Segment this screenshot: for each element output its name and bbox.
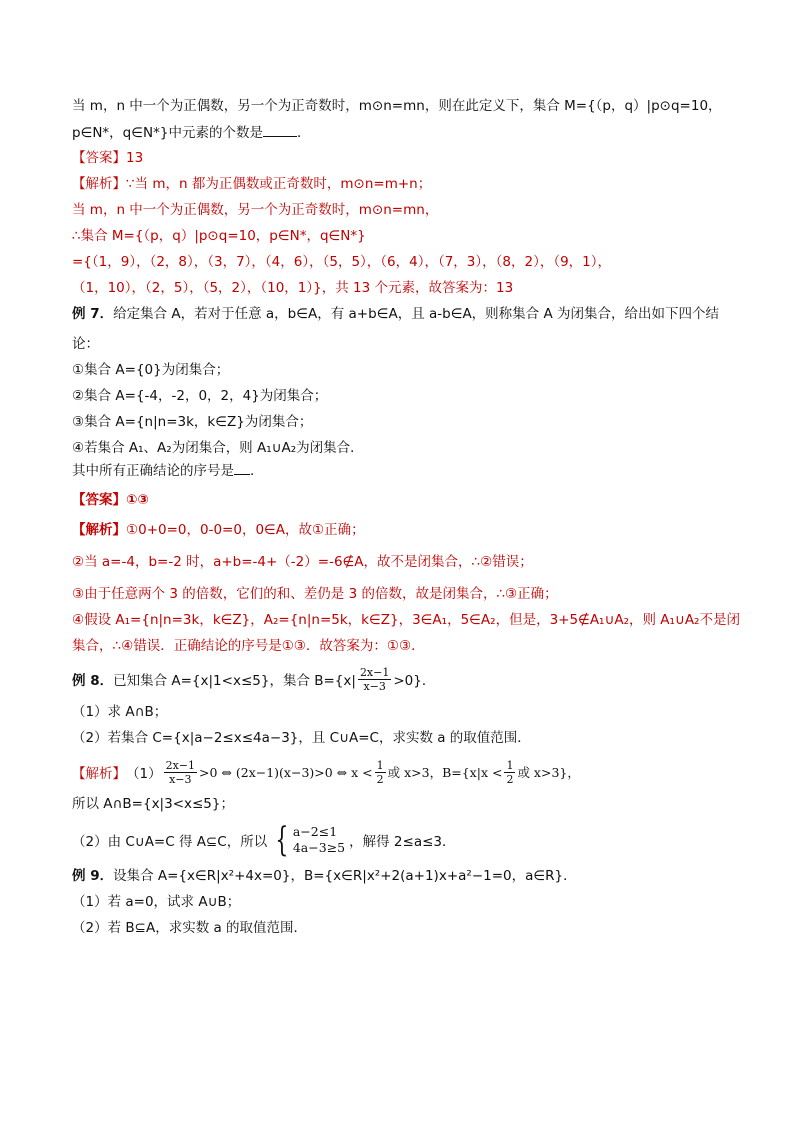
q9-text-line1: 例 9．设集合 A={x∈R|x²+4x=0}，B={x∈R|x²+2(a+1)x+a²−1=0，a∈R}． (72, 868, 577, 884)
explanation-tag: 【解析】 (72, 522, 126, 538)
q8-explanation-line3: （2）由 C∪A=C 得 A⊆C，所以 { a−2≤1 4a−3≥5 ，解得 2≤a≤3． (72, 820, 456, 860)
q7-conclusion-2: ②集合 A={-4，-2，0，2，4}为闭集合； (72, 388, 328, 404)
q6-explanation-line2: 当 m，n 中一个为正偶数，另一个为正奇数时，m⊙n=mn， (72, 202, 439, 218)
explanation-tag: 【解析】 (72, 176, 126, 192)
example-tag: 例 7． (72, 306, 114, 322)
answer-blank (263, 122, 297, 137)
q7-conclusion-3: ③集合 A={n|n=3k，k∈Z}为闭集合； (72, 414, 313, 430)
q6-answer (72, 148, 732, 168)
q7-conclusion-1: ①集合 A={0}为闭集合； (72, 362, 230, 378)
q7-explanation-line2: ②当 a=-4，b=-2 时，a+b=-4+（-2）=-6∉A，故不是闭集合，∴②错误； (72, 554, 533, 570)
q9-part1: （1）若 a=0，试求 A∪B； (72, 894, 241, 910)
example-tag: 例 8． (72, 673, 114, 689)
q7-explanation-line4: ④假设 A₁={n|n=3k，k∈Z}，A₂={n|n=5k，k∈Z}，3∈A₁，5∈A₂，但是，3+5∉A₁∪A₂，则 A₁∪A₂不是闭 (72, 612, 740, 628)
example-tag: 例 9． (72, 868, 114, 884)
fraction-half: $\frac{1}{2}$ (376, 758, 384, 786)
q6-explanation-line4: ={（1，9），（2，8），（3，7），（4，6），（5，5），（6，4），（7，3），（8，2），（9，1）， (72, 254, 612, 270)
fraction: $\frac{2x-1}{x-3}$ (359, 665, 390, 693)
q6-explanation-line1: 【解析】∵当 m，n 都为正偶数或正奇数时，m⊙n=m+n； (72, 176, 432, 192)
answer-tag: 【答案】 (72, 492, 126, 508)
q8-part2: （2）若集合 C={x|a−2≤x≤4a−3}，且 C∪A=C，求实数 a 的取值范围． (72, 730, 531, 746)
q9-part2: （2）若 B⊆A，求实数 a 的取值范围． (72, 920, 308, 936)
inequality-system: { a−2≤1 4a−3≥5 (275, 820, 346, 860)
q7-explanation-line3: ③由于任意两个 3 的倍数，它们的和、差仍是 3 的倍数，故是闭集合，∴③正确； (72, 586, 558, 602)
fraction-half: $\frac{1}{2}$ (506, 758, 514, 786)
q7-explanation-line1: 【解析】①0+0=0，0-0=0，0∈A，故①正确； (72, 522, 365, 538)
answer-value: ①③ (126, 492, 149, 508)
q8-text-line1: 例 8． 已知集合 A={x|1<x≤5}，集合 B={x| $\frac{2x-1}{x-3}$ >0}． (72, 665, 436, 693)
q7-answer (72, 490, 732, 510)
explanation-tag: 【解析】 (72, 766, 126, 782)
q6-explanation-line3: ∴集合 M={（p，q）|p⊙q=10，p∈N*，q∈N*} (72, 228, 366, 244)
q7-conclusion-4: ④若集合 A₁、A₂为闭集合，则 A₁∪A₂为闭集合． (72, 440, 364, 456)
q6-explanation-line5: （1，10），（2，5），（5，2），（10，1）}，共 13 个元素，故答案为：13 (72, 280, 514, 296)
q8-part1: （1）求 A∩B； (72, 704, 168, 720)
answer-tag: 【答案】 (72, 150, 126, 166)
q7-explanation-line5: 集合，∴④错误．正确结论的序号是①③．故答案为：①③． (72, 638, 425, 654)
fraction: $\frac{2x-1}{x-3}$ (165, 758, 196, 786)
document-page (72, 96, 740, 938)
q7-question: 其中所有正确结论的序号是 ． (72, 460, 732, 480)
answer-value: 13 (126, 150, 144, 166)
q7-text-line1: 例 7．给定集合 A，若对于任意 a，b∈A，有 a+b∈A，且 a-b∈A，则称集合 A 为闭集合，给出如下四个结 (72, 306, 720, 322)
q6-text-line2: p∈N*，q∈N*}中元素的个数是 ． (72, 122, 732, 142)
q8-explanation-line2: 所以 A∩B={x|3<x≤5}； (72, 796, 234, 812)
q6-text-line1: 当 m，n 中一个为正偶数，另一个为正奇数时，m⊙n=mn，则在此定义下，集合 M={（p，q）|p⊙q=10， (72, 98, 722, 114)
q8-explanation-line1: 【解析】 （1） $\frac{2x-1}{x-3}$ >0 ⇔ (2x−1)(x−3)>0 ⇔ x < $\frac{1}{2}$ 或 x>3，B={x|x < $\frac{1}{2}$ 或 x>3}， (72, 758, 580, 786)
answer-blank (234, 460, 250, 475)
q7-text-line2: 论： (72, 336, 99, 352)
left-brace: { (275, 820, 289, 860)
